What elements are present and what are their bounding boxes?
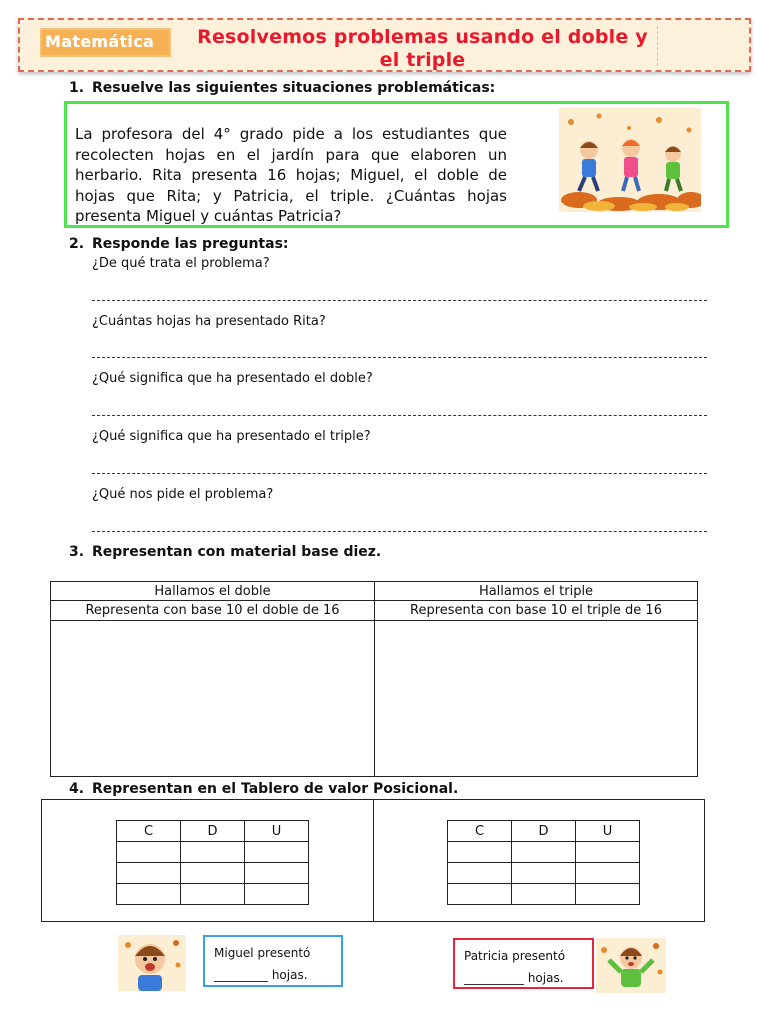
header-units: U [576,821,640,842]
table-cell[interactable] [512,884,576,905]
header-banner [18,18,751,72]
miguel-answer-line1: Miguel presentó [214,946,311,960]
answer-line-5[interactable] [92,531,707,532]
place-value-table-left [116,820,309,905]
header-tens: D [181,821,245,842]
header-units: U [245,821,309,842]
miguel-answer-line2: _________ hojas. [214,968,308,982]
table-cell[interactable] [181,884,245,905]
answer-line-1[interactable] [92,300,707,301]
place-value-board [41,799,705,922]
section-3-number: 3. [69,544,85,560]
patricia-answer-line2: __________ hojas. [464,971,564,985]
miguel-illustration [118,935,186,991]
table-cell[interactable] [512,842,576,863]
table-cell[interactable] [448,863,512,884]
header-hundreds: C [117,821,181,842]
patricia-illustration [596,938,666,993]
answer-line-3[interactable] [92,415,707,416]
question-5: ¿Qué nos pide el problema? [92,487,274,502]
patricia-answer-line1: Patricia presentó [464,949,566,963]
place-value-table-right [447,820,640,905]
answer-line-2[interactable] [92,357,707,358]
section-4-heading: Representan en el Tablero de valor Posicional. [92,781,459,797]
section-3-heading: Representan con material base diez. [92,544,382,560]
table-cell[interactable] [117,884,181,905]
miguel-answer-box[interactable] [203,935,343,987]
subject-label: Matemática [45,32,155,51]
base-ten-table [50,581,698,777]
section-4-number: 4. [69,781,85,797]
table-cell[interactable] [448,884,512,905]
problem-box [64,101,729,228]
table-cell[interactable] [117,863,181,884]
subject-badge [40,28,171,57]
section-2-number: 2. [69,236,85,252]
header-divider [657,26,658,66]
answer-line-4[interactable] [92,473,707,474]
table-cell[interactable] [117,842,181,863]
table-cell[interactable] [245,863,309,884]
double-column-subtitle: Representa con base 10 el doble de 16 [51,601,375,621]
table-cell[interactable] [245,842,309,863]
table-cell[interactable] [448,842,512,863]
double-column-title: Hallamos el doble [51,582,375,601]
table-cell[interactable] [181,842,245,863]
double-drawing-area[interactable] [51,621,375,777]
question-2: ¿Cuántas hojas ha presentado Rita? [92,314,326,329]
patricia-answer-box[interactable] [453,938,594,989]
question-4: ¿Qué significa que ha presentado el triple? [92,429,371,444]
triple-column-subtitle: Representa con base 10 el triple de 16 [375,601,698,621]
table-cell[interactable] [245,884,309,905]
header-tens: D [512,821,576,842]
table-cell[interactable] [576,863,640,884]
triple-column-title: Hallamos el triple [375,582,698,601]
children-leaves-illustration [559,108,701,212]
problem-text: La profesora del 4° grado pide a los estudiantes que recolecten hojas en el jardín para que elaboren un herbario. Rita presenta 16 hojas; Miguel, el doble de hojas que Rita; y Patricia, el triple. ¿Cuántas hojas presenta Miguel y cuántas Patricia? [75,125,507,225]
header-hundreds: C [448,821,512,842]
table-cell[interactable] [576,884,640,905]
table-cell[interactable] [576,842,640,863]
question-3: ¿Qué significa que ha presentado el doble? [92,371,373,386]
section-1-heading: Resuelve las siguientes situaciones problemáticas: [92,80,496,96]
section-1-number: 1. [69,80,85,96]
board-divider [373,800,374,921]
page-title: Resolvemos problemas usando el doble y el triple [197,26,648,71]
question-1: ¿De qué trata el problema? [92,256,270,271]
table-cell[interactable] [512,863,576,884]
triple-drawing-area[interactable] [375,621,698,777]
table-cell[interactable] [181,863,245,884]
section-2-heading: Responde las preguntas: [92,236,289,252]
